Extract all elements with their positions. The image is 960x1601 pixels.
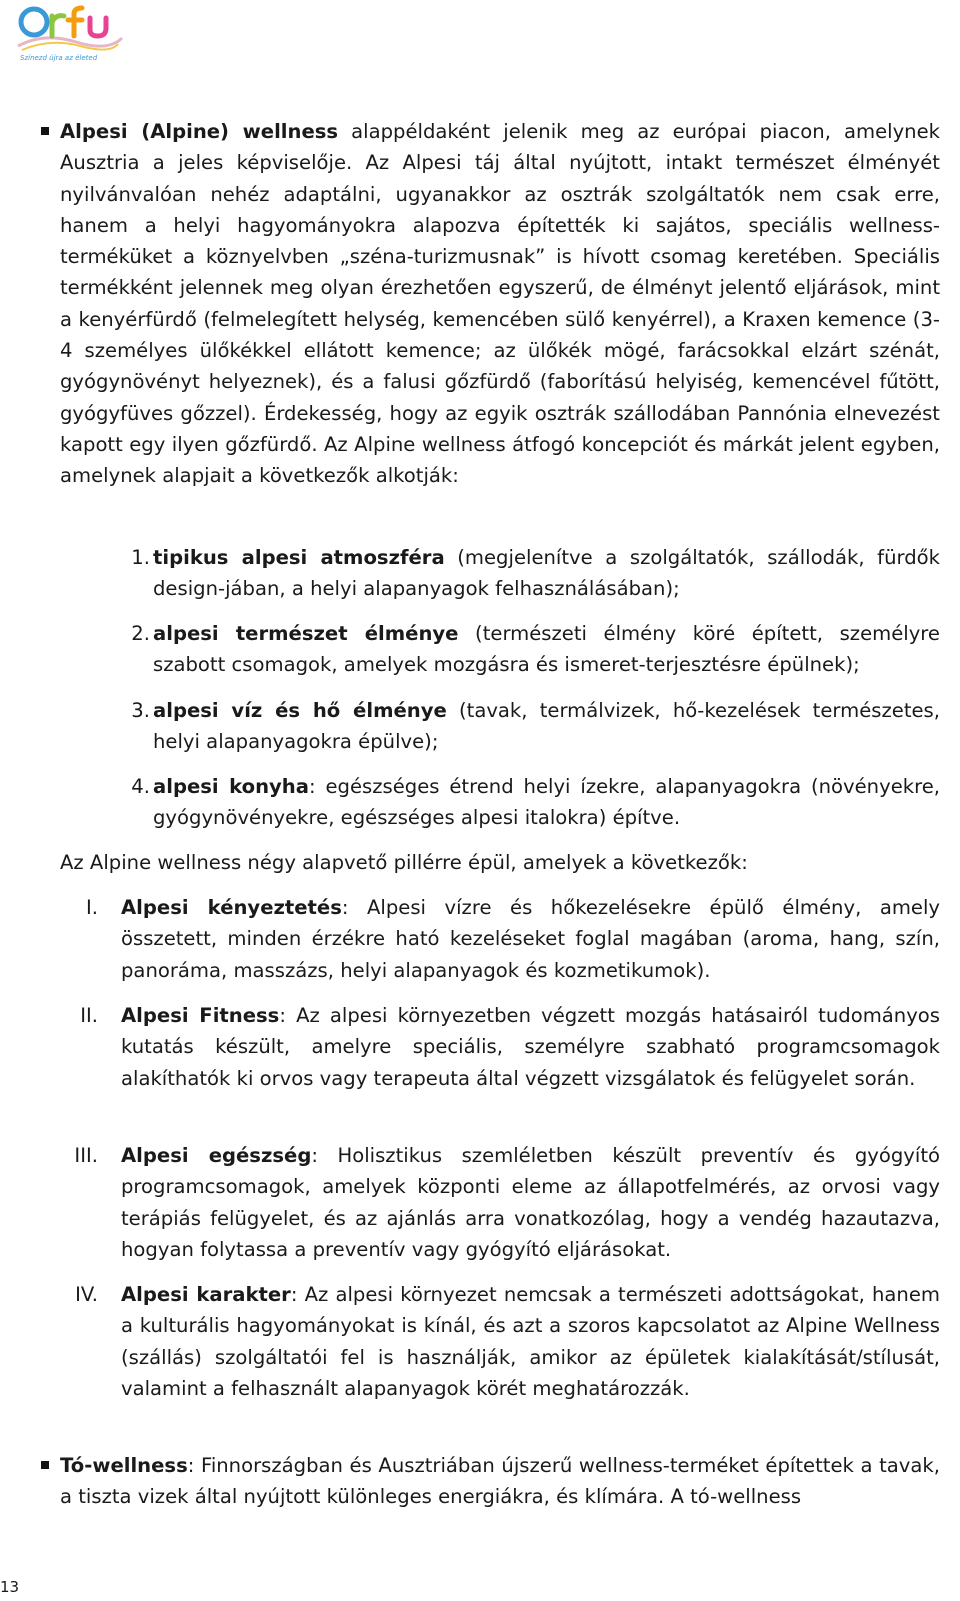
pillar-number: II.: [80, 1004, 98, 1027]
pillar-item: [121, 892, 940, 986]
svg-text:Színezd újra az életed: Színezd újra az életed: [20, 54, 98, 62]
term-alpine-wellness: Alpesi (Alpine) wellness: [60, 120, 339, 143]
pillar-item: [121, 1140, 940, 1265]
pillar-item: [121, 1000, 940, 1094]
pillar-number: III.: [74, 1144, 98, 1167]
list-item-term: tipikus alpesi atmoszféra: [153, 546, 445, 569]
pillar-text: : Holisztikus szemléletben készült preventív és gyógyító programcsomagok, amelyek központi eleme az állapotfelmérés, az orvosi vagy terápiás felügyelet, és az ajánlás arra vonatkozólag, hogy a vendég hazautazva, hogyan folytassa a preventív vagy gyógyító eljárásokat.: [121, 1144, 940, 1261]
paragraph-lake-wellness: [60, 1450, 940, 1513]
pillar-item: [121, 1279, 940, 1404]
pillar-text: : Az alpesi környezetben végzett mozgás hatásairól tudományos kutatás készült, amelyre speciális, személyre szabható programcsomagok alakíthatók ki orvos vagy terapeuta által végzett vizsgálatok és felügyelet során.: [121, 1004, 940, 1090]
term-lake-wellness: Tó-wellness: [60, 1454, 188, 1477]
list-number: 1.: [131, 546, 150, 569]
alpine-wellness-text: alappéldaként jelenik meg az európai piacon, amelynek Ausztria a jeles képviselője. Az Alpesi táj által nyújtott, intakt természet élményét nyilvánvalóan nehéz adaptálni, ugyanakkor az osztrák szolgáltatók nem csak erre, hanem a helyi hagyományokra alapozva építették ki sajátos, speciális wellness-terméküket a köznyelvben „széna-turizmusnak” is hívott csomag keretében. Speciális termékként jelennek meg olyan érezhetően egyszerű, de élményt jelentő eljárások, mint a kenyérfürdő (felmelegített helység, kemencében sülő kenyérrel), a Kraxen kemence (3-4 személyes ülőkékkel ellátott kemence; az ülőkék mögé, farácsokkal elzárt szénát, gyógynövényt helyeznek), és a falusi gőzfürdő (faborítású helyiség, kemencével fűtött, gyógyfüves gőzzel). Érdekesség, hogy az egyik osztrák szállodában Pannónia elnevezést kapott egy ilyen gőzfürdő. Az Alpine wellness átfogó koncepciót és márkát jelent egyben, amelynek alapjait a következők alkotják:: [60, 120, 940, 488]
list-item-term: alpesi konyha: [153, 775, 309, 798]
pillar-number: IV.: [75, 1283, 98, 1306]
orfu-logo: [14, 2, 126, 64]
pillar-term: Alpesi kényeztetés: [121, 896, 342, 919]
paragraph-alpine-wellness: [60, 116, 940, 492]
bullet-square: [41, 127, 49, 135]
bullet-square: [41, 1461, 49, 1469]
list-item: [153, 618, 940, 681]
list-item: [153, 542, 940, 605]
pillar-number: I.: [85, 896, 98, 919]
list-item-text: (természeti élmény köré épített, személyre szabott csomagok, amelyek mozgásra és ismeret-terjesztésre épülnek);: [153, 622, 940, 677]
lake-wellness-text: : Finnországban és Ausztriában újszerű wellness-terméket építettek a tavak, a tiszta vizek által nyújtott különleges energiákra, és klímára. A tó-wellness: [60, 1454, 940, 1509]
pillars-intro: Az Alpine wellness négy alapvető pillérre épül, amelyek a következők:: [60, 851, 748, 874]
list-number: 2.: [131, 622, 150, 645]
list-item-term: alpesi természet élménye: [153, 622, 459, 645]
list-item: [153, 695, 940, 758]
list-item-text: (megjelenítve a szolgáltatók, szállodák, fürdők design-jában, a helyi alapanyagok felhasználásában);: [153, 546, 940, 601]
page-number: 13: [0, 1578, 20, 1596]
list-item: [153, 771, 940, 834]
pillar-term: Alpesi egészség: [121, 1144, 312, 1167]
pillar-text: : Az alpesi környezet nemcsak a természeti adottságokat, hanem a kulturális hagyományokat is kínál, és azt a szoros kapcsolatot az Alpine Wellness (szállás) szolgáltatói fel is használják, amikor az épületek kialakítását/stílusát, valamint a felhasznált alapanyagok körét meghatározzák.: [121, 1283, 940, 1400]
pillar-term: Alpesi karakter: [121, 1283, 291, 1306]
list-item-term: alpesi víz és hő élménye: [153, 699, 447, 722]
list-item-text: : egészséges étrend helyi ízekre, alapanyagokra (növényekre, gyógynövényekre, egészséges alpesi italokra) építve.: [153, 775, 940, 830]
list-number: 3.: [131, 699, 150, 722]
list-item-text: (tavak, termálvizek, hő-kezelések természetes, helyi alapanyagokra épülve);: [153, 699, 940, 754]
list-number: 4.: [131, 775, 150, 798]
pillar-term: Alpesi Fitness: [121, 1004, 280, 1027]
pillar-text: : Alpesi vízre és hőkezelésekre épülő élmény, amely összetett, minden érzékre ható kezeléseket foglal magában (aroma, hang, szín, panoráma, masszázs, helyi alapanyagok és kozmetikumok).: [121, 896, 941, 982]
